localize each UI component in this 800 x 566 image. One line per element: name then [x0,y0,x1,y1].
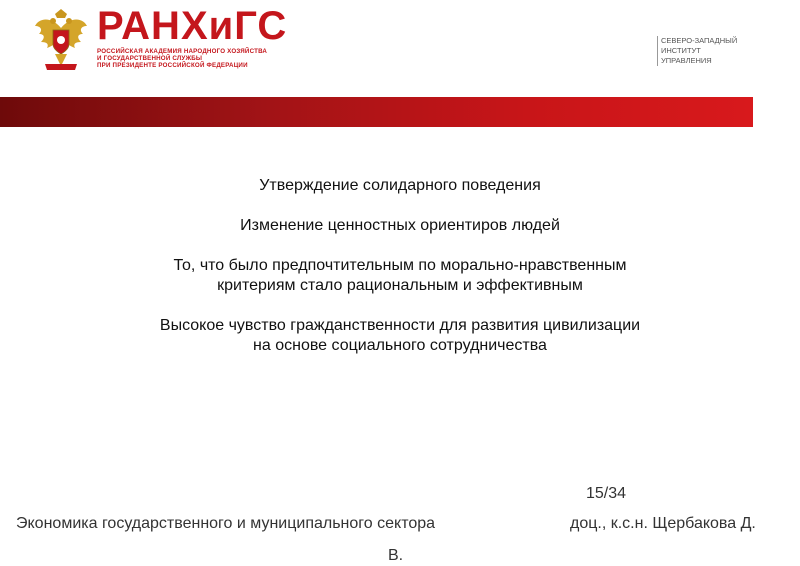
footer-author-cont: В. [388,547,404,564]
slide-item [20,316,780,356]
slide-item [20,256,780,296]
slide-item-line: Изменение ценностных ориентиров людей [240,217,560,234]
institute-line: ИНСТИТУТ [661,46,701,55]
slide-item [20,216,780,236]
header-band [0,97,753,127]
slide-item-line: на основе социального сотрудничества [253,337,547,354]
brand-subtitle-line: ПРИ ПРЕЗИДЕНТЕ РОССИЙСКОЙ ФЕДЕРАЦИИ [97,62,248,70]
brand-subtitle [97,48,287,70]
slide-content [20,176,780,376]
footer-course: Экономика государственного и муниципального сектора [16,515,436,532]
brand-name: РАНХиГС [97,4,288,48]
footer-author: доц., к.с.н. Щербакова Д. [570,515,756,532]
page-number: 15/34 [586,485,627,502]
slide-item-line: Утверждение солидарного поведения [259,177,541,194]
institute-line: УПРАВЛЕНИЯ [661,56,712,65]
slide-item-line: Высокое чувство гражданственности для развития цивилизации [159,317,641,334]
institute-line: СЕВЕРО-ЗАПАДНЫЙ [661,36,738,45]
brand-subtitle-line: РОССИЙСКАЯ АКАДЕМИЯ НАРОДНОГО ХОЗЯЙСТВА [97,48,268,55]
double-headed-eagle-emblem-icon [33,8,89,74]
brand-subtitle-line: И ГОСУДАРСТВЕННОЙ СЛУЖБЫ [97,55,203,63]
slide-item-line: критериям стало рациональным и эффективным [217,277,583,294]
slide-item-line: То, что было предпочтительным по морально-нравственным [173,257,627,274]
slide-item [20,176,780,196]
institute-label [657,36,737,66]
brand-block [97,6,287,70]
